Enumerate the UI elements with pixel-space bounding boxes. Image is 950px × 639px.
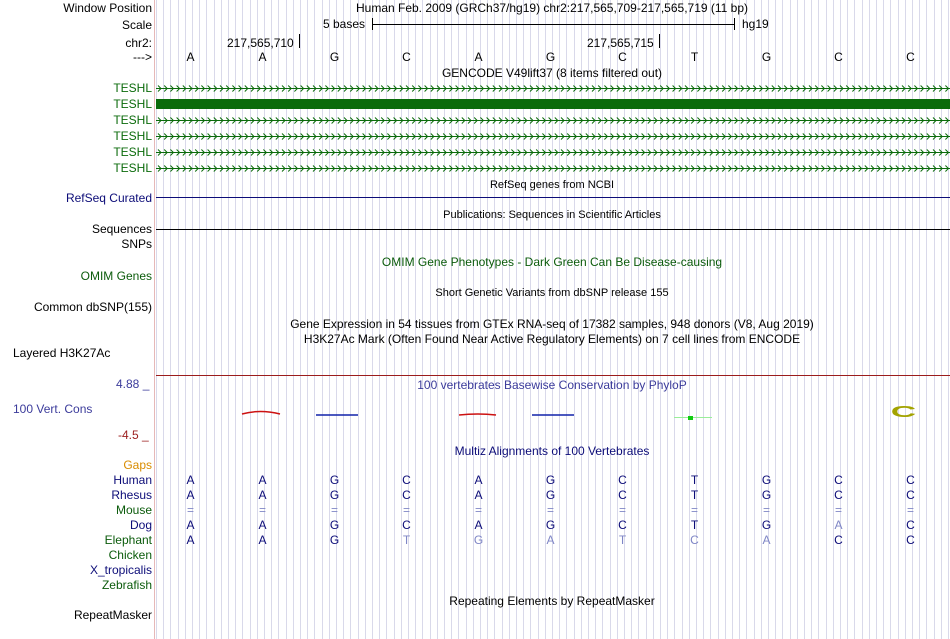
gencode-transcript-label[interactable]: TESHL [113,129,152,143]
species-label[interactable]: Chicken [108,548,152,562]
aligned-base: C [618,473,627,487]
aligned-base: = [690,503,698,517]
window-position-value: Human Feb. 2009 (GRCh37/hg19) chr2:217,565,709-217,565,719 (11 bp) [355,1,749,15]
coord-label-2: 217,565,715 [587,36,654,50]
gencode-intron-line[interactable] [156,113,950,127]
sequences-track-label[interactable]: Sequences [91,222,152,236]
refseq-track-label[interactable]: RefSeq Curated [65,191,152,205]
aligned-base: = [330,503,338,517]
aligned-base: A [258,488,267,502]
aligned-base: = [258,503,266,517]
chrom-label: chr2: [125,36,152,50]
refseq-track-title[interactable]: RefSeq genes from NCBI [489,179,615,191]
species-label[interactable]: Mouse [115,503,152,517]
omim-track-title[interactable]: OMIM Gene Phenotypes - Dark Green Can Be Disease-causing [381,255,723,269]
coord-tick-1 [299,34,300,48]
aligned-base: G [545,518,556,532]
reference-base: A [474,50,483,64]
aligned-base: C [618,518,627,532]
snps-track-label[interactable]: SNPs [121,237,152,251]
aligned-base: A [258,473,267,487]
reference-base: A [186,50,195,64]
aligned-base: = [762,503,770,517]
reference-base: C [402,50,411,64]
h3k27ac-signal-line [156,375,950,376]
conservation-track-title[interactable]: 100 vertebrates Basewise Conservation by PhyloP [417,378,687,392]
reference-base: C [906,50,915,64]
repeatmasker-track-label[interactable]: RepeatMasker [73,608,152,622]
aligned-base: C [834,473,843,487]
aligned-base: G [329,473,340,487]
gencode-transcript-label[interactable]: TESHL [113,113,152,127]
aligned-base: A [474,488,483,502]
refseq-track-line [156,197,950,198]
aligned-base: T [690,488,699,502]
aligned-base: A [546,533,555,547]
conservation-min-label: -4.5 _ [118,428,149,442]
aligned-base: C [690,533,699,547]
scale-bar [370,16,740,32]
aligned-base: G [545,488,556,502]
aligned-base: G [329,488,340,502]
aligned-base: A [186,533,195,547]
scale-label: Scale [121,18,152,32]
omim-track-label[interactable]: OMIM Genes [80,269,152,283]
aligned-base: C [906,533,915,547]
gencode-transcript-label[interactable]: TESHL [113,161,152,175]
aligned-base: A [474,473,483,487]
gtex-track-title[interactable]: Gene Expression in 54 tissues from GTEx RNA-seq of 17382 samples, 948 donors (V8, Aug 2019) [290,317,814,331]
gencode-transcript-label[interactable]: TESHL [113,97,152,111]
coord-tick-2 [659,34,660,48]
aligned-base: = [906,503,914,517]
aligned-base: A [474,518,483,532]
aligned-base: T [402,533,411,547]
aligned-base: G [761,518,772,532]
reference-base: C [618,50,627,64]
repeatmasker-track-title[interactable]: Repeating Elements by RepeatMasker [449,594,655,608]
aligned-base: = [834,503,842,517]
aligned-base: C [906,488,915,502]
dbsnp-track-label[interactable]: Common dbSNP(155) [33,300,152,314]
reference-base: A [258,50,267,64]
aligned-base: C [834,488,843,502]
aligned-base: = [186,503,194,517]
gencode-exon-block[interactable] [156,97,950,111]
aligned-base: T [690,518,699,532]
multiz-track-title[interactable]: Multiz Alignments of 100 Vertebrates [454,444,650,458]
gencode-intron-line[interactable] [156,161,950,175]
window-position-label: Window Position [63,1,152,15]
aligned-base: C [906,518,915,532]
gencode-intron-line[interactable] [156,81,950,95]
conservation-glyphs [156,400,950,430]
aligned-base: G [473,533,484,547]
aligned-base: C [618,488,627,502]
scale-assembly: hg19 [742,17,769,31]
aligned-base: A [258,518,267,532]
conservation-track-label[interactable]: 100 Vert. Cons [13,402,93,416]
aligned-base: G [329,518,340,532]
species-label[interactable]: X_tropicalis [89,563,152,577]
species-label[interactable]: Elephant [104,533,152,547]
gencode-intron-line[interactable] [156,145,950,159]
species-label[interactable]: Dog [129,518,152,532]
aligned-base: G [329,533,340,547]
conservation-max-label: 4.88 _ [116,377,150,391]
reference-base: G [329,50,340,64]
reference-base: T [690,50,699,64]
species-label[interactable]: Rhesus [111,488,152,502]
aligned-base: T [618,533,627,547]
species-label[interactable]: Zebrafish [101,578,152,592]
reference-base: G [761,50,772,64]
aligned-base: = [618,503,626,517]
conservation-green-mark [688,416,693,420]
aligned-base: C [834,533,843,547]
conservation-peak-red-2 [459,414,496,415]
aligned-base: G [761,488,772,502]
dbsnp-track-title[interactable]: Short Genetic Variants from dbSNP release 155 [435,287,669,299]
conservation-peak-red-1 [242,412,280,415]
conservation-glyph-c: C [890,402,917,421]
gencode-track-title[interactable]: GENCODE V49lift37 (8 items filtered out) [441,66,663,80]
h3k27ac-track-label[interactable]: Layered H3K27Ac [13,346,111,360]
reference-base: C [834,50,843,64]
aligned-base: A [762,533,771,547]
aligned-base: A [186,518,195,532]
aligned-base: T [690,473,699,487]
coord-label-1: 217,565,710 [227,36,294,50]
aligned-base: = [546,503,554,517]
reference-base: G [545,50,556,64]
h3k27ac-track-title[interactable]: H3K27Ac Mark (Often Found Near Active Regulatory Elements) on 7 cell lines from ENCODE [303,332,801,346]
aligned-base: A [186,473,195,487]
aligned-base: = [474,503,482,517]
gencode-intron-line[interactable] [156,129,950,143]
publications-track-line [156,229,950,230]
strand-label: ---> [133,50,152,64]
aligned-base: C [402,488,411,502]
gencode-transcript-label[interactable]: TESHL [113,145,152,159]
aligned-base: G [761,473,772,487]
aligned-base: C [402,473,411,487]
scale-text: 5 bases [323,17,366,31]
aligned-base: C [402,518,411,532]
aligned-base: G [545,473,556,487]
aligned-base: A [258,533,267,547]
publications-track-title[interactable]: Publications: Sequences in Scientific Articles [443,209,661,221]
aligned-base: A [186,488,195,502]
aligned-base: = [402,503,410,517]
species-label[interactable]: Human [113,473,152,487]
aligned-base: C [906,473,915,487]
aligned-base: A [834,518,843,532]
gencode-transcript-label[interactable]: TESHL [113,81,152,95]
gaps-label: Gaps [123,458,152,472]
